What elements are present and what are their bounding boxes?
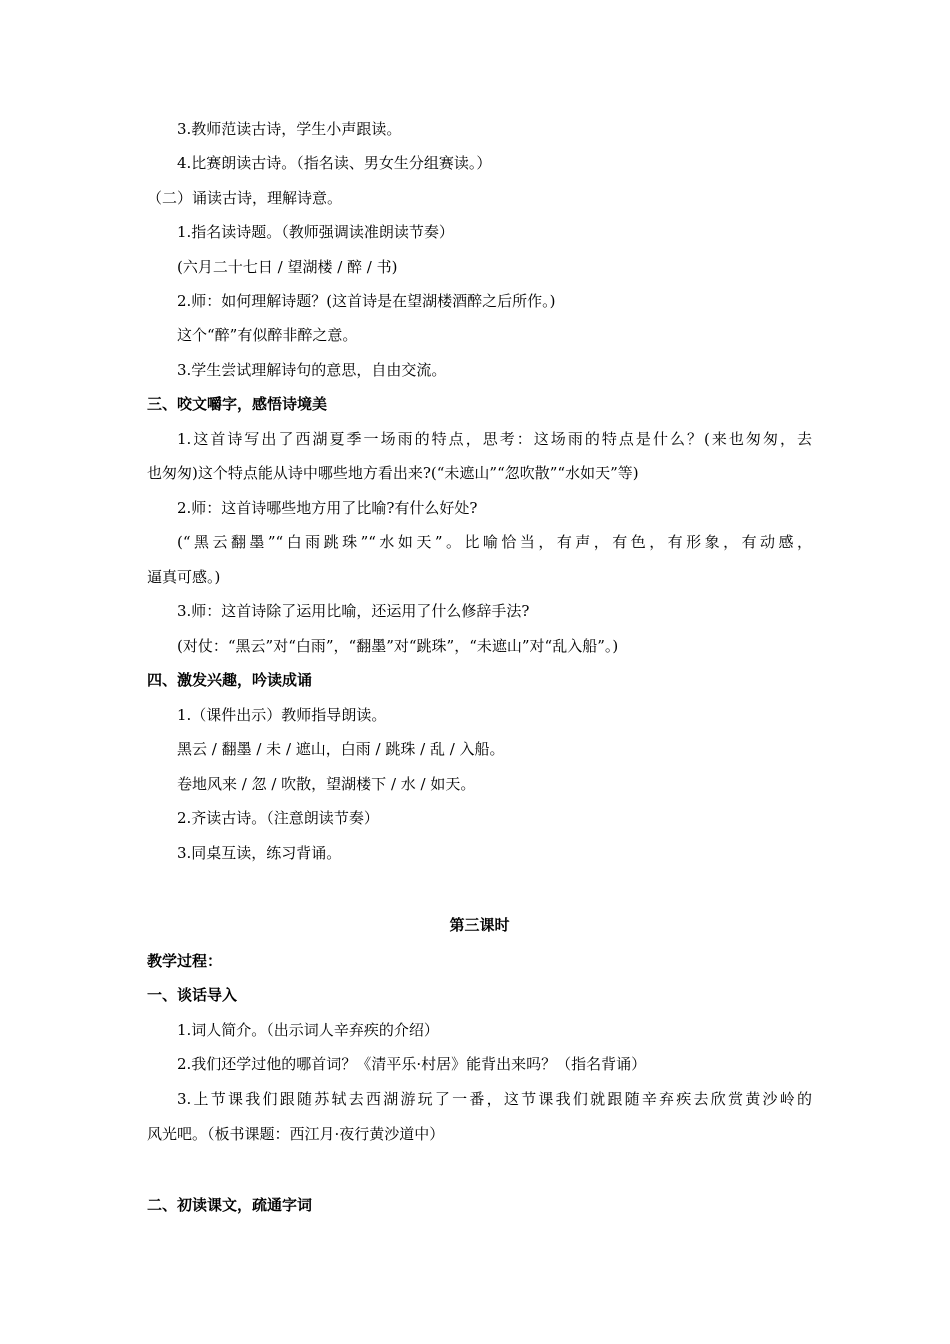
section-subheading: （二）诵读古诗，理解诗意。 (147, 189, 343, 207)
paragraph-line: 卷地风来 / 忽 / 吹散，望湖楼下 / 水 / 如天。 (177, 775, 476, 793)
paragraph-line: 4.比赛朗读古诗。（指名读、男女生分组赛读。） (177, 154, 492, 172)
lesson-title: 第三课时 (449, 916, 510, 934)
paragraph-line: 也匆匆)这个特点能从诗中哪些地方看出来?(“未遮山”“忽吹散”“水如天”等) (147, 464, 639, 482)
section-heading: 四、激发兴趣，吟读成诵 (147, 671, 313, 689)
paragraph-line: 黑云 / 翻墨 / 未 / 遮山，白雨 / 跳珠 / 乱 / 入船。 (177, 740, 505, 758)
paragraph-line: 2.师：如何理解诗题？(这首诗是在望湖楼酒醉之后所作。) (177, 292, 556, 310)
paragraph-line: (对仗：“黑云”对“白雨”，“翻墨”对“跳珠”，“未遮山”对“乱入船”。) (177, 637, 619, 655)
paragraph-line: 2.我们还学过他的哪首词？《清平乐·村居》能背出来吗？（指名背诵） (177, 1055, 647, 1073)
paragraph-line: 风光吧。（板书课题：西江月·夜行黄沙道中） (147, 1125, 445, 1143)
section-heading: 三、咬文嚼字，感悟诗境美 (147, 395, 328, 413)
paragraph-line: 3.上节课我们跟随苏轼去西湖游玩了一番，这节课我们就跟随辛弃疾去欣赏黄沙岭的 (177, 1090, 812, 1108)
paragraph-line: 逼真可感。) (147, 568, 221, 586)
section-heading: 一、谈话导入 (147, 986, 238, 1004)
paragraph-line: 1.这首诗写出了西湖夏季一场雨的特点，思考：这场雨的特点是什么？(来也匆匆，去 (177, 430, 812, 448)
paragraph-line: 3.同桌互读，练习背诵。 (177, 844, 342, 862)
paragraph-line: 1.词人简介。（出示词人辛弃疾的介绍） (177, 1021, 439, 1039)
paragraph-line: 2.师：这首诗哪些地方用了比喻?有什么好处? (177, 499, 478, 517)
paragraph-line: 1.（课件出示）教师指导朗读。 (177, 706, 387, 724)
paragraph-line: 2.齐读古诗。（注意朗读节奏） (177, 809, 379, 827)
paragraph-line: (六月二十七日 / 望湖楼 / 醉 / 书) (177, 258, 398, 276)
paragraph-line: 这个“醉”有似醉非醉之意。 (177, 326, 358, 344)
paragraph-line: 3.学生尝试理解诗句的意思，自由交流。 (177, 361, 447, 379)
paragraph-line: 1.指名读诗题。（教师强调读准朗读节奏） (177, 223, 454, 241)
section-heading: 教学过程： (147, 952, 223, 970)
paragraph-line: 3.教师范读古诗，学生小声跟读。 (177, 120, 402, 138)
paragraph-line: 3.师：这首诗除了运用比喻，还运用了什么修辞手法? (177, 602, 530, 620)
paragraph-line: (“黑云翻墨”“白雨跳珠”“水如天”。比喻恰当，有声，有色，有形象，有动感， (177, 533, 812, 551)
section-heading: 二、初读课文，疏通字词 (147, 1196, 313, 1214)
